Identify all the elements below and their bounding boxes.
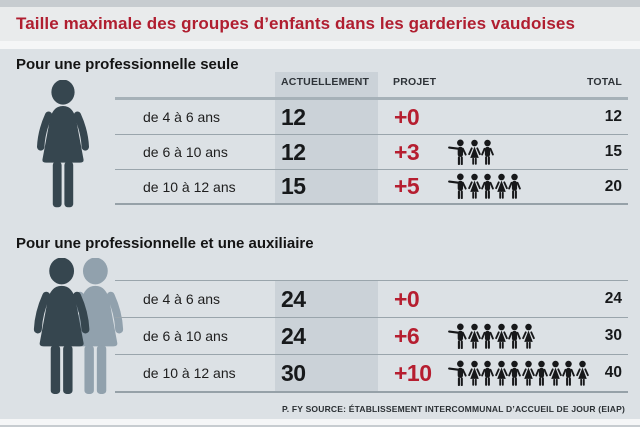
table-row: [115, 135, 628, 170]
single-woman-icon: [22, 80, 104, 210]
title-band: [0, 7, 640, 41]
child-girl-icon: [549, 360, 562, 387]
top-border: [0, 0, 640, 7]
age-range-label: de 4 à 6 ans: [143, 109, 221, 125]
child-boy-icon: [508, 323, 521, 350]
total-value: 20: [604, 177, 622, 195]
child-boy-pointing-icon: [448, 173, 467, 200]
total-value: 30: [604, 327, 622, 344]
child-girl-icon: [495, 323, 508, 350]
total-value: 24: [604, 290, 622, 307]
table-row: [115, 318, 628, 355]
current-value: 30: [281, 359, 306, 386]
current-value: 12: [281, 138, 306, 165]
age-range-label: de 6 à 10 ans: [143, 328, 228, 344]
project-delta-value: +10: [394, 359, 432, 386]
column-header-projet: PROJET: [393, 76, 437, 88]
section-1-table: [115, 100, 628, 205]
project-delta-value: +5: [394, 173, 420, 199]
child-boy-icon: [481, 173, 494, 200]
added-children-icons: [448, 355, 589, 391]
project-delta-value: +3: [394, 138, 420, 165]
child-boy-icon: [535, 360, 548, 387]
child-girl-icon: [468, 323, 481, 350]
table-row: [115, 281, 628, 318]
added-children-icons: [448, 170, 522, 203]
table-row: [115, 100, 628, 135]
child-girl-icon: [495, 173, 508, 200]
section-2-heading: Pour une professionnelle et une auxiliaire: [16, 235, 314, 252]
section-1-heading: Pour une professionnelle seule: [16, 56, 239, 73]
added-children-icons: [448, 135, 495, 169]
child-girl-icon: [468, 139, 481, 166]
age-range-label: de 10 à 12 ans: [143, 365, 236, 381]
column-header-total: TOTAL: [586, 76, 622, 88]
child-girl-icon: [576, 360, 589, 387]
child-boy-icon: [508, 173, 521, 200]
current-value: 15: [281, 173, 306, 199]
age-range-label: de 10 à 12 ans: [143, 178, 236, 195]
table-row: [115, 170, 628, 205]
child-boy-icon: [508, 360, 521, 387]
current-value: 24: [281, 285, 306, 312]
child-girl-icon: [522, 360, 535, 387]
child-girl-icon: [495, 360, 508, 387]
child-boy-icon: [562, 360, 575, 387]
current-value: 12: [281, 103, 306, 130]
project-delta-value: +6: [394, 322, 420, 349]
page-title: Taille maximale des groupes d’enfants dans les garderies vaudoises: [16, 14, 575, 33]
age-range-label: de 4 à 6 ans: [143, 291, 221, 307]
added-children-icons: [448, 318, 535, 354]
child-boy-pointing-icon: [448, 323, 467, 350]
child-girl-icon: [522, 323, 535, 350]
total-value: 15: [604, 143, 622, 160]
child-boy-pointing-icon: [448, 360, 467, 387]
source-credit: P. FY SOURCE: ÉTABLISSEMENT INTERCOMMUNAL D’ACCUEIL DE JOUR (EIAP): [282, 404, 625, 414]
age-range-label: de 6 à 10 ans: [143, 144, 228, 160]
child-boy-icon: [481, 360, 494, 387]
title-divider: [0, 41, 640, 49]
current-value: 24: [281, 322, 306, 349]
section-2-table: [115, 281, 628, 393]
child-boy-icon: [481, 139, 494, 166]
table-row: [115, 355, 628, 393]
child-boy-icon: [481, 323, 494, 350]
total-value: 12: [604, 108, 622, 125]
child-girl-icon: [468, 360, 481, 387]
child-girl-icon: [468, 173, 481, 200]
project-delta-value: +0: [394, 285, 420, 312]
total-value: 40: [604, 364, 622, 381]
project-delta-value: +0: [394, 103, 420, 130]
column-header-actuellement: ACTUELLEMENT: [281, 76, 370, 88]
child-boy-pointing-icon: [448, 139, 467, 166]
